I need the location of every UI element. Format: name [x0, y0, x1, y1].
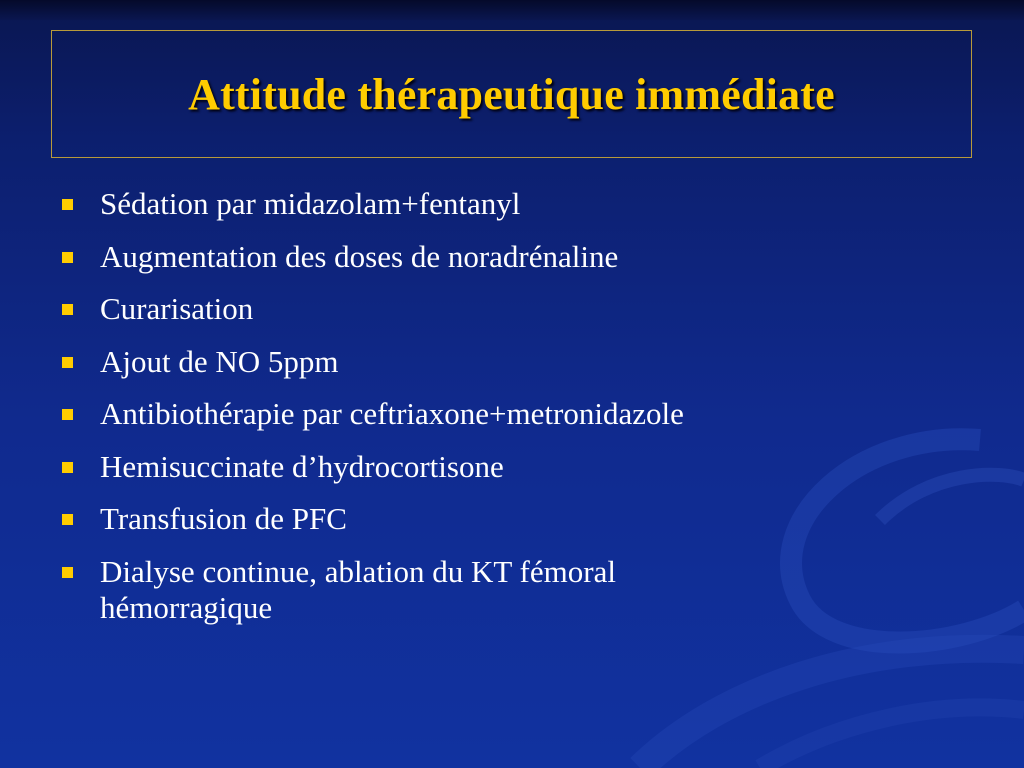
bullet-text: Transfusion de PFC — [100, 501, 347, 536]
bullet-item — [62, 501, 962, 537]
bullet-item — [62, 449, 962, 485]
bullet-item — [62, 186, 962, 222]
bullet-item — [62, 239, 962, 275]
slide-title: Attitude thérapeutique immédiate — [188, 69, 835, 119]
bullet-text: Antibiothérapie par ceftriaxone+metronidazole — [100, 396, 684, 431]
bullet-text: Ajout de NO 5ppm — [100, 343, 339, 379]
bullet-item — [62, 396, 962, 432]
square-bullet-icon — [62, 462, 73, 473]
square-bullet-icon — [62, 252, 73, 263]
bullet-text: Curarisation — [100, 291, 254, 326]
bullet-text: Hemisuccinate d’hydrocortisone — [100, 448, 504, 484]
square-bullet-icon — [62, 409, 73, 420]
square-bullet-icon — [62, 199, 73, 210]
title-frame — [51, 30, 972, 158]
bullet-text: Dialyse continue, ablation du KT fémoral hémorragique — [100, 553, 616, 625]
bullet-text: Sédation par midazolam+fentanyl — [100, 186, 521, 221]
square-bullet-icon — [62, 514, 73, 525]
bullet-item — [62, 554, 962, 626]
square-bullet-icon — [62, 567, 73, 578]
bullet-list — [62, 186, 962, 642]
bullet-item — [62, 291, 962, 327]
square-bullet-icon — [62, 304, 73, 315]
bullet-item — [62, 344, 962, 380]
bullet-text: Augmentation des doses de noradrénaline — [100, 238, 619, 274]
square-bullet-icon — [62, 357, 73, 368]
